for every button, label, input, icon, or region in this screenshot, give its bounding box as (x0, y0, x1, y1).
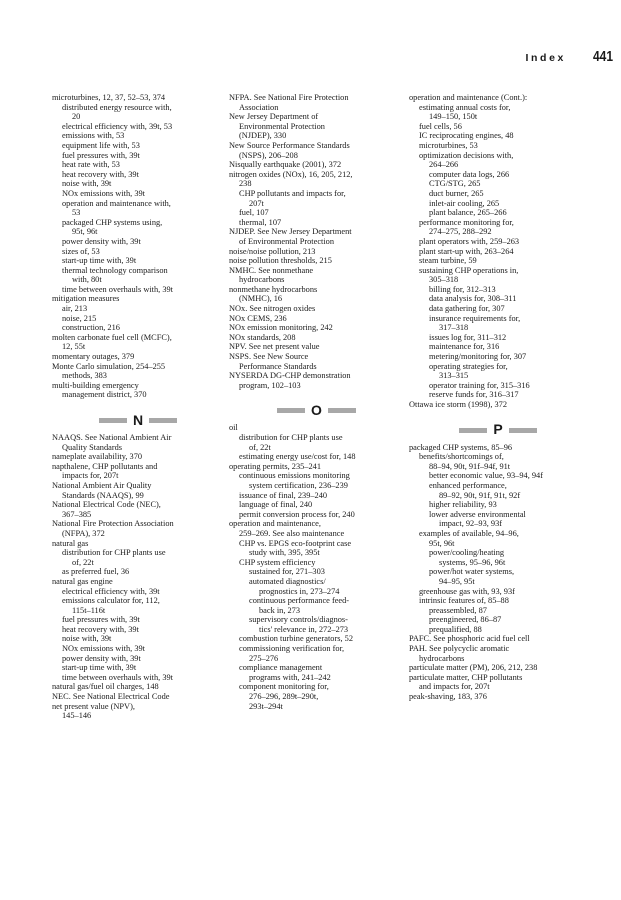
index-subentry: estimating energy use/cost for, 148 (239, 452, 356, 462)
index-subentry: microturbines, 53 (419, 140, 478, 150)
index-subentry: billing for, 312–313 (429, 284, 496, 294)
index-subentry: permit conversion process for, 240 (239, 509, 355, 519)
index-entry: NMHC. See nonmethane hydrocarbons (229, 265, 314, 285)
index-subentry: fuel pressures with, 39t (62, 615, 140, 625)
section-rule (459, 428, 487, 433)
index-entry: nonmethane hydrocarbons (NMHC), 16 (229, 284, 318, 304)
index-subentry: operating strategies for, 313–315 (429, 361, 508, 381)
index-entry: NOx. See nitrogen oxides (229, 304, 316, 314)
index-subentry: issuance of final, 239–240 (239, 490, 328, 500)
section-rule (277, 408, 305, 413)
index-subentry: CHP vs. EPGS eco-footprint case study with, 395, 395t (239, 538, 352, 558)
index-subentry: NOx emissions with, 39t (62, 644, 145, 654)
index-subentry: compliance management programs with, 241–242 (239, 663, 331, 682)
index-entry: operation and maintenance (Cont.): (409, 93, 528, 102)
index-column-2 (229, 93, 404, 711)
section-divider (52, 412, 224, 429)
index-subentry: estimating annual costs for, 149–150, 150t (419, 102, 511, 122)
index-subentry: as preferred fuel, 36 (62, 567, 130, 577)
index-subentry: continuous performance feed- back in, 273 (249, 596, 350, 615)
index-entry: National Ambient Air Quality Standards (NAAQS), 99 (52, 480, 152, 500)
index-entry: NYSERDA DG-CHP demonstration program, 102–103 (229, 371, 351, 390)
index-subentry: fuel, 107 (239, 208, 269, 218)
index-entry: momentary outages, 379 (52, 352, 135, 362)
index-subentry: fuel cells, 56 (419, 121, 462, 131)
index-subentry: IC reciprocating engines, 48 (419, 131, 514, 141)
page-header (526, 48, 613, 65)
index-entry: multi-building emergency management district, 370 (52, 380, 147, 400)
index-subentry: distribution for CHP plants use of, 22t (239, 433, 343, 452)
index-subentry: continuous emissions monitoring system certification, 236–239 (239, 471, 350, 490)
index-subentry: greenhouse gas with, 93, 93f (419, 586, 515, 596)
index-subentry: performance monitoring for, 274–275, 288–292 (419, 217, 514, 237)
index-subentry: lower adverse environmental impact, 92–93, 93f (429, 509, 526, 529)
index-entry: napthalene, CHP pollutants and impacts for, 207t (52, 461, 158, 481)
index-subentry: preengineered, 86–87 (429, 615, 502, 625)
index-entry: operation and maintenance, 259–269. See also maintenance (229, 519, 345, 538)
index-subentry: intrinsic features of, 85–88 (419, 596, 509, 606)
index-subentry: plant start-up with, 263–264 (419, 246, 514, 256)
index-entry: molten carbonate fuel cell (MCFC), 12, 55t (52, 332, 172, 352)
index-subentry: benefits/shortcomings of, 88–94, 90t, 91f–94f, 91t (419, 452, 511, 471)
index-entry: NAAQS. See National Ambient Air Quality Standards (52, 433, 172, 452)
index-subentry: time between overhauls with, 39t (62, 672, 173, 682)
index-subentry: power/cooling/heating systems, 95–96, 96t (429, 548, 506, 567)
index-subentry: packaged CHP systems using, 95t, 96t (62, 217, 163, 237)
index-subentry: commissioning verification for, 275–276 (239, 644, 345, 663)
index-entry: PAH. See polycyclic aromatic hydrocarbons (409, 644, 510, 663)
index-subentry: fuel pressures with, 39t (62, 150, 140, 160)
index-entry: Nisqually earthquake (2001), 372 (229, 160, 342, 170)
index-subentry: electrical efficiency with, 39t, 53 (62, 121, 173, 131)
index-subentry: thermal, 107 (239, 217, 282, 227)
index-entry: oil (229, 423, 238, 433)
section-rule (328, 408, 356, 413)
index-subentry: optimization decisions with, 264–266 (419, 150, 514, 170)
index-entry: NSPS. See New Source Performance Standards (229, 352, 317, 371)
index-subentry: distributed energy resource with, 20 (62, 102, 172, 122)
index-subentry: operation and maintenance with, 53 (62, 198, 171, 218)
index-subentry: NOx emissions with, 39t (62, 188, 145, 198)
index-subentry: maintenance for, 316 (429, 342, 500, 352)
index-subentry: better economic value, 93–94, 94f (429, 471, 543, 481)
section-divider (229, 402, 404, 419)
index-subentry: plant balance, 265–266 (429, 208, 507, 218)
index-subentry: construction, 216 (62, 323, 120, 333)
index-entry: NJDEP. See New Jersey Department of Environmental Protection (229, 227, 352, 246)
section-letter: N (132, 411, 144, 428)
index-entry: Ottawa ice storm (1998), 372 (409, 400, 508, 409)
index-subentry: CHP system efficiency sustained for, 271–303 (239, 557, 325, 577)
index-subentry: heat rate with, 53 (62, 160, 120, 170)
index-entry: operating permits, 235–241 (229, 461, 321, 471)
index-subentry: noise, 215 (62, 313, 97, 323)
index-subentry: data analysis for, 308–311 (429, 294, 517, 304)
index-subentry: higher reliability, 93 (429, 500, 497, 510)
index-subentry: computer data logs, 266 (429, 169, 510, 179)
index-entry: natural gas (52, 538, 89, 548)
index-entry: packaged CHP systems, 85–96 (409, 442, 513, 452)
index-entry: NOx standards, 208 (229, 332, 296, 342)
index-subentry: noise with, 39t (62, 634, 112, 644)
index-subentry: electrical efficiency with, 39t (62, 586, 160, 596)
index-subentry: start-up time with, 39t (62, 663, 137, 673)
index-subentry: equipment life with, 53 (62, 140, 140, 150)
index-entry: NOx CEMS, 236 (229, 313, 287, 323)
index-subentry: emissions with, 53 (62, 131, 125, 141)
index-subentry: sizes of, 53 (62, 246, 100, 256)
section-rule (99, 418, 127, 423)
index-subentry: supervisory controls/diagnos- tics' relevance in, 272–273 (249, 615, 349, 634)
index-subentry: sustaining CHP operations in, 305–318 (419, 265, 519, 285)
section-letter: O (311, 402, 322, 419)
index-subentry: CTG/STG, 265 (429, 179, 481, 189)
index-subentry: CHP pollutants and impacts for, 207t (239, 188, 346, 208)
index-entry: New Jersey Department of Environmental Protection (NJDEP), 330 (229, 112, 325, 141)
index-entry: Monte Carlo simulation, 254–255 (52, 361, 166, 371)
index-entry: mitigation measures (52, 294, 120, 304)
index-column-1 (52, 93, 224, 721)
index-subentry: examples of available, 94–96, 95t, 96t (419, 528, 519, 548)
index-subentry: noise with, 39t (62, 179, 112, 189)
index-subentry: operator training for, 315–316 (429, 380, 530, 390)
index-entry: NFPA. See National Fire Protection Association (229, 93, 349, 112)
index-entry: NOx emission monitoring, 242 (229, 323, 333, 333)
section-letter: P (493, 421, 503, 438)
index-column-3 (409, 93, 587, 702)
index-entry: net present value (NPV), 145–146 (52, 701, 135, 721)
index-entry: particulate matter, CHP pollutants and impacts for, 207t (409, 672, 523, 692)
index-subentry: preassembled, 87 (429, 605, 487, 615)
index-entry: noise pollution thresholds, 215 (229, 256, 332, 266)
index-entry: National Fire Protection Association (NFPA), 372 (52, 519, 174, 538)
index-entry: noise/noise pollution, 213 (229, 246, 316, 256)
index-subentry: component monitoring for, 276–296, 289t–290t, 293t–294t (239, 682, 329, 711)
index-subentry: methods, 383 (62, 371, 107, 381)
index-entry: nitrogen oxides (NOx), 16, 205, 212, 238 (229, 169, 353, 189)
index-subentry: distribution for CHP plants use of, 22t (62, 548, 166, 567)
index-subentry: start-up time with, 39t (62, 256, 137, 266)
index-subentry: heat recovery with, 39t (62, 624, 139, 634)
index-subentry: language of final, 240 (239, 500, 313, 510)
index-subentry: enhanced performance, 89–92, 90t, 91f, 91t, 92f (429, 480, 521, 500)
index-subentry: power density with, 39t (62, 236, 141, 246)
index-subentry: metering/monitoring for, 307 (429, 352, 527, 362)
index-subentry: insurance requirements for, 317–318 (429, 313, 521, 333)
index-entry: microturbines, 12, 37, 52–53, 374 (52, 93, 166, 102)
index-subentry: air, 213 (62, 304, 88, 314)
index-entry: peak-shaving, 183, 376 (409, 692, 487, 702)
index-subentry: heat recovery with, 39t (62, 169, 139, 179)
index-subentry: thermal technology comparison with, 80t (62, 265, 168, 285)
running-header-title: Index (525, 52, 566, 64)
index-subentry: prequalified, 88 (429, 624, 482, 634)
index-entry: National Electrical Code (NEC), 367–385 (52, 500, 161, 519)
index-subentry: power/hot water systems, 94–95, 95t (429, 567, 515, 586)
index-subentry: steam turbine, 59 (419, 256, 477, 266)
index-subentry: automated diagnostics/ prognostics in, 273–274 (249, 576, 340, 596)
index-subentry: data gathering for, 307 (429, 304, 505, 314)
index-entry: nameplate availability, 370 (52, 452, 143, 462)
index-subentry: emissions calculator for, 112, 115t–116t (62, 596, 160, 615)
index-subentry: combustion turbine generators, 52 (239, 634, 354, 644)
index-subentry: plant operators with, 259–263 (419, 236, 520, 246)
index-subentry: reserve funds for, 316–317 (429, 390, 519, 400)
index-entry: NPV. See net present value (229, 342, 320, 352)
index-entry: natural gas/fuel oil charges, 148 (52, 682, 159, 692)
section-rule (149, 418, 177, 423)
index-subentry: time between overhauls with, 39t (62, 284, 173, 294)
index-subentry: power density with, 39t (62, 653, 141, 663)
index-subentry: issues log for, 311–312 (429, 332, 507, 342)
index-entry: New Source Performance Standards (NSPS), 206–208 (229, 140, 350, 160)
index-subentry: inlet-air cooling, 265 (429, 198, 500, 208)
index-entry: natural gas engine (52, 576, 113, 586)
section-divider (409, 422, 587, 439)
page-number: 441 (592, 48, 613, 65)
index-entry: NEC. See National Electrical Code (52, 692, 170, 702)
index-subentry: duct burner, 265 (429, 188, 484, 198)
section-rule (509, 428, 537, 433)
index-entry: PAFC. See phosphoric acid fuel cell (409, 634, 530, 644)
index-entry: particulate matter (PM), 206, 212, 238 (409, 663, 538, 673)
